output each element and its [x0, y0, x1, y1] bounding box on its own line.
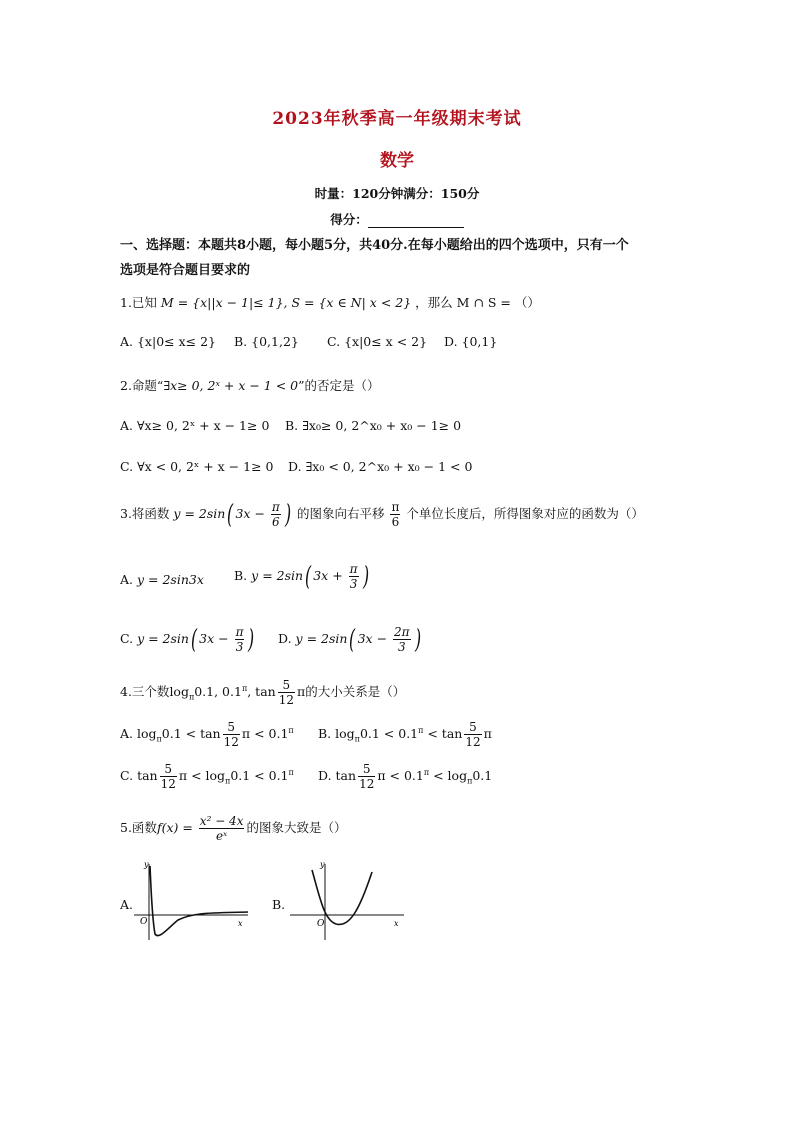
q2-option-b: B. ∃x₀≥ 0, 2^x₀ + x₀ − 1≥ 0 [285, 418, 462, 433]
q2-prefix: 2.命题“ [120, 378, 164, 393]
q5-prefix: 5.函数 [120, 820, 157, 835]
q4-option-d: D. tan $\frac{5}{12}$ $\pi < 0.1^\pi < \log_\pi 0.1$ [318, 762, 493, 791]
q2-suffix: ”的否定是（） [298, 378, 380, 393]
score-blank [368, 215, 464, 228]
q1-math: M = {x||x − 1|≤ 1}, S = {x ∈ N| x < 2} [160, 295, 412, 310]
q2-option-d: D. ∃x₀ < 0, 2^x₀ + x₀ − 1 < 0 [288, 459, 473, 474]
q5-option-b-label: B. [272, 897, 286, 912]
origin-label: O [140, 917, 148, 927]
q4-option-b: B. $\log_\pi 0.1 < 0.1^\pi < \tan$ $\frac{5}{12}$ π [318, 720, 492, 749]
q5-graph-b [290, 858, 408, 942]
question-3 [120, 500, 644, 529]
q2-option-c: C. ∀x < 0, 2ˣ + x − 1≥ 0 [120, 459, 274, 474]
q3-option-a: A. y = 2sin3x [120, 572, 204, 587]
time-score-info: 时量：120分钟满分：150分 [314, 186, 480, 201]
q5-function: f(x) = $\frac{\text{x² − 4x}}{\text{eˣ}}$ [156, 814, 244, 843]
q4-numbers: $\log_\pi 0.1$, $0.1^\pi$, tan $\frac{5}{12}$ π [169, 678, 306, 707]
question-5 [120, 814, 346, 843]
question-2 [120, 376, 380, 394]
subject-title: 数学 [380, 151, 414, 171]
q3-suffix: 个单位长度后，所得图象对应的函数为（） [406, 506, 644, 521]
q2-option-a: A. ∀x≥ 0, 2ˣ + x − 1≥ 0 [120, 418, 270, 433]
q3-function: y = 2sin( 3x − $\frac{\pi}{6}$ ) [173, 499, 291, 530]
x-axis-label: x [238, 919, 243, 928]
q1-suffix: ，那么 M ∩ S = （） [415, 295, 540, 310]
question-1 [120, 293, 540, 311]
origin-label: O [317, 919, 325, 929]
q4-suffix: 的大小关系是（） [305, 684, 406, 699]
q3-shift: $\frac{\pi}{6}$ [391, 500, 400, 529]
q3-option-d: D. y = 2sin( 3x − $\frac{2\pi}{3}$ ) [278, 624, 421, 655]
q3-prefix: 3.将函数 [120, 506, 170, 521]
section-heading-line1: 一、选择题：本题共8小题，每小题5分，共40分.在每小题给出的四个选项中，只有一个 [120, 238, 629, 253]
q1-option-a: A. {x|0≤ x≤ 2} [120, 334, 216, 349]
q4-prefix: 4.三个数 [120, 684, 170, 699]
q1-option-d: D. {0,1} [444, 334, 498, 349]
y-axis-label: y [320, 860, 325, 869]
q3-option-b: B. y = 2sin( 3x + $\frac{\pi}{3}$ ) [234, 561, 369, 592]
q2-math: ∃x≥ 0, 2ˣ + x − 1 < 0 [163, 378, 299, 393]
q4-option-a: A. $\log_\pi 0.1 < \tan$ $\frac{5}{12}$ $\pi < 0.1^\pi$ [120, 720, 294, 749]
q1-option-c: C. {x|0≤ x < 2} [327, 334, 428, 349]
question-4 [120, 678, 405, 707]
score-label: 得分： [330, 212, 368, 227]
y-axis-label: y [144, 860, 149, 869]
q1-option-b: B. {0,1,2} [234, 334, 299, 349]
q1-prefix: 1.已知 [120, 295, 157, 310]
curve-a [150, 866, 248, 936]
q3-mid: 的图象向右平移 [296, 506, 385, 521]
curve-b [312, 870, 372, 925]
q3-option-c: C. y = 2sin( 3x − $\frac{\pi}{3}$ ) [120, 624, 255, 655]
section-heading-line2: 选项是符合题目要求的 [120, 263, 251, 278]
q4-option-c: C. tan $\frac{5}{12}$ $\pi < \log_\pi 0.1 < 0.1^\pi$ [120, 762, 294, 791]
x-axis-label: x [394, 919, 399, 928]
q5-suffix: 的图象大致是（） [246, 820, 347, 835]
exam-title: 2023年秋季高一年级期末考试 [272, 109, 522, 129]
q5-option-a-label: A. [120, 897, 134, 912]
q5-graph-a [134, 858, 252, 942]
score-line [0, 210, 794, 228]
